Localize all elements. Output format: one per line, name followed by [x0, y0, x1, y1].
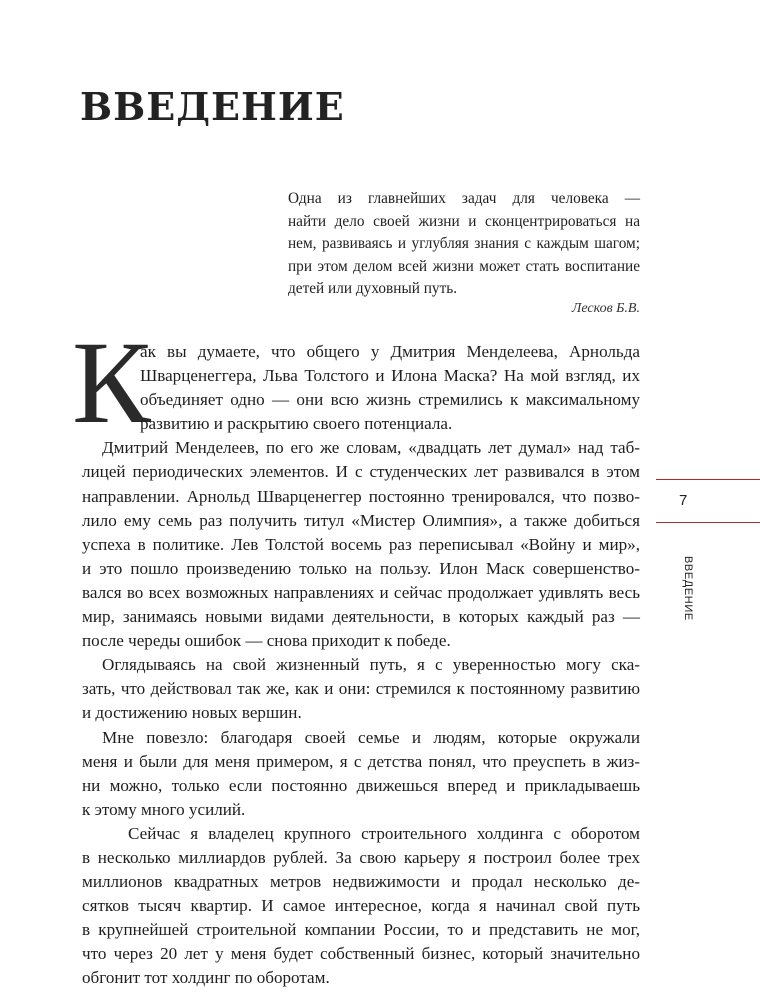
epigraph-line: детей или духовный путь.: [288, 280, 458, 298]
body-line: после череды ошибок — снова приходит к победе.: [82, 631, 451, 651]
epigraph-line: найти дело своей жизни и сконцентрироваться на: [288, 212, 640, 230]
body-line: лицей периодических элементов. И с студенческих лет развивался в этом: [82, 462, 640, 482]
epigraph: [288, 188, 640, 301]
chapter-title: ВВЕДЕНИЕ: [80, 84, 345, 129]
body-line: Шварценеггера, Льва Толстого и Илона Маска? На мой взгляд, их: [140, 366, 640, 386]
body-line: мир, занимаясь новыми видами деятельности, в которых каждый раз —: [82, 607, 640, 627]
body-line: направлении. Арнольд Шварценеггер постоянно тренировался, что позво-: [82, 486, 640, 506]
body-line: зать, что действовал так же, как и они: стремился к постоянному развитию: [82, 679, 640, 699]
body-line: развитию и раскрытию своего потенциала.: [140, 414, 453, 434]
body-line: объединяет одно — они всю жизнь стремились к максимальному: [140, 390, 640, 410]
body-line: сятков тысяч квартир. И самое интересное, когда я начинал свой путь: [82, 896, 640, 916]
body-line: вался во всех возможных направлениях и сейчас продолжает удивлять весь: [82, 582, 640, 602]
body-line: и это пошло произведению только на пользу. Илон Маск совершенство-: [82, 558, 640, 578]
epigraph-line: при этом делом всей жизни может стать воспитание: [288, 257, 640, 275]
drop-cap: К: [72, 317, 151, 448]
body-line: лило ему семь раз получить титул «Мистер Олимпия», а также добиться: [82, 510, 640, 530]
epigraph-line: Одна из главнейших задач для человека —: [288, 190, 640, 207]
body-line: меня и были для меня примером, я с детства понял, что преуспеть в жиз-: [82, 751, 640, 771]
body-line: ни можно, только если постоянно движешься вперед и прикладываешь: [82, 775, 640, 795]
body-line: Сейчас я владелец крупного строительного холдинга с оборотом: [128, 823, 640, 843]
margin-rule-bottom: [656, 522, 760, 523]
body-line: что через 20 лет у меня будет собственный бизнес, который значительно: [82, 944, 640, 964]
epigraph-line: нем, развиваясь и углубляя знания с каждым шагом;: [288, 235, 640, 253]
body-line: обгонит тот холдинг по оборотам.: [82, 968, 330, 988]
body-line: миллионов квадратных метров недвижимости и продал несколько де-: [82, 872, 640, 892]
body-line: в крупнейшей строительной компании России, то и представить не мог,: [82, 920, 640, 940]
body-line: Оглядываясь на свой жизненный путь, я с уверенностью могу ска-: [102, 655, 640, 675]
page-number: 7: [679, 492, 688, 509]
running-head: ВВЕДЕНИЕ: [682, 556, 694, 621]
body-line: ак вы думаете, что общего у Дмитрия Менделеева, Арнольда: [140, 342, 640, 361]
epigraph-author: Лесков Б.В.: [571, 301, 640, 316]
body-line: Дмитрий Менделеев, по его же словам, «двадцать лет думал» над таб-: [102, 438, 640, 458]
margin-rule-top: [656, 479, 760, 480]
body-line: успеха в политике. Лев Толстой восемь раз переписывал «Войну и мир»,: [82, 534, 640, 554]
body-line: и достижению новых вершин.: [82, 703, 302, 723]
body-text: [82, 340, 640, 991]
body-line: в несколько миллиардов рублей. За свою карьеру я построил более трех: [82, 847, 640, 867]
body-line: к этому много усилий.: [82, 799, 246, 819]
body-line: Мне повезло: благодаря своей семье и людям, которые окружали: [102, 727, 640, 747]
